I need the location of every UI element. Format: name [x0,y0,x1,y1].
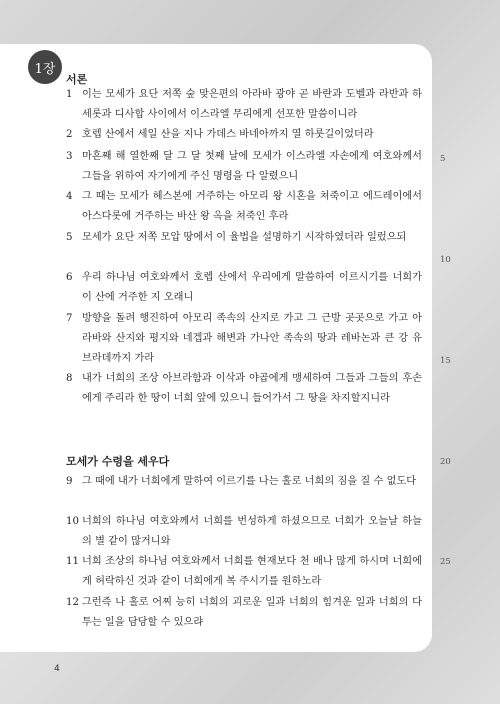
verse-5 [66,228,422,248]
verse-text: 호렙 산에서 세일 산을 지나 가데스 바네아까지 열 하룻길이었더라 [82,129,374,140]
line-marker-20: 20 [440,457,451,467]
verse-9 [66,472,422,492]
verse-text: 그런즉 나 홀로 어찌 능히 너희의 괴로운 일과 너희의 힘겨운 일과 너희의 다투는 일을 담당할 수 있으랴 [82,597,422,628]
verse-11 [66,552,422,592]
verse-number: 6 [66,272,73,283]
verse-2 [66,125,422,145]
verse-text: 너희 조상의 하나님 여호와께서 너희를 현재보다 천 배나 많게 하시며 너희에게 허락하신 것과 같이 너희에게 복 주시기를 원하노라 [82,556,422,587]
verse-number: 8 [66,373,73,384]
verse-7 [66,309,422,369]
verse-number: 7 [66,313,73,324]
verse-number: 10 [66,516,79,527]
verse-number: 11 [66,556,79,567]
verse-10 [66,512,422,552]
verse-text: 그 때에 내가 너희에게 말하여 이르기를 나는 홀로 너희의 짐을 질 수 없도다 [82,476,417,487]
chapter-badge: 1장 [28,50,62,84]
line-marker-5: 5 [440,154,446,164]
verse-number: 9 [66,476,73,487]
verse-text: 마흔째 해 열한째 달 그 달 첫째 날에 모세가 이스라엘 자손에게 여호와께서 그들을 위하여 자기에게 주신 명령을 다 알렸으니 [82,151,422,182]
verse-6 [66,268,422,308]
verse-number: 4 [66,191,73,202]
verse-4 [66,187,422,227]
verse-text: 방향을 돌려 행진하여 아모리 족속의 산지로 가고 그 근방 곳곳으로 가고 아라바와 산지와 평지와 네겝과 해변과 가나안 족속의 땅과 레바논과 큰 강 유브라데까지 가라 [82,313,422,364]
verse-12 [66,593,422,633]
verse-text: 이는 모세가 요단 저쪽 숲 맞은편의 아라바 광야 곧 바란과 도벨과 라반과 하세롯과 디사합 사이에서 이스라엘 무리에게 선포한 말씀이니라 [82,89,422,120]
verse-text: 모세가 요단 저쪽 모압 땅에서 이 율법을 설명하기 시작하였더라 일렀으되 [82,232,407,243]
verse-text: 그 때는 모세가 헤스본에 거주하는 아모리 왕 시혼을 쳐죽이고 에드레이에서 아스다롯에 거주하는 바산 왕 옥을 쳐죽인 후라 [82,191,422,222]
verse-number: 2 [66,129,73,140]
section-title-intro: 서론 [66,73,88,86]
verse-number: 3 [66,151,73,162]
verse-text: 우리 하나님 여호와께서 호렙 산에서 우리에게 말씀하여 이르시기를 너희가 이 산에 거주한 지 오래니 [82,272,422,303]
verse-text: 너희의 하나님 여호와께서 너희를 번성하게 하셨으므로 너희가 오늘날 하늘의 별 같이 많거니와 [82,516,422,547]
line-marker-10: 10 [440,255,451,265]
line-marker-25: 25 [440,557,451,567]
verse-8 [66,369,422,409]
verse-number: 12 [66,597,79,608]
verse-1 [66,85,422,125]
section-title-judges: 모세가 수령을 세우다 [66,455,170,468]
line-marker-15: 15 [440,356,451,366]
verse-text: 내가 너희의 조상 아브라함과 이삭과 야곱에게 맹세하여 그들과 그들의 후손에게 주리라 한 땅이 너희 앞에 있으니 들어가서 그 땅을 차지할지니라 [82,373,422,404]
page-number: 4 [54,664,60,674]
verse-number: 5 [66,232,73,243]
verse-number: 1 [66,89,73,100]
verse-3 [66,147,422,187]
